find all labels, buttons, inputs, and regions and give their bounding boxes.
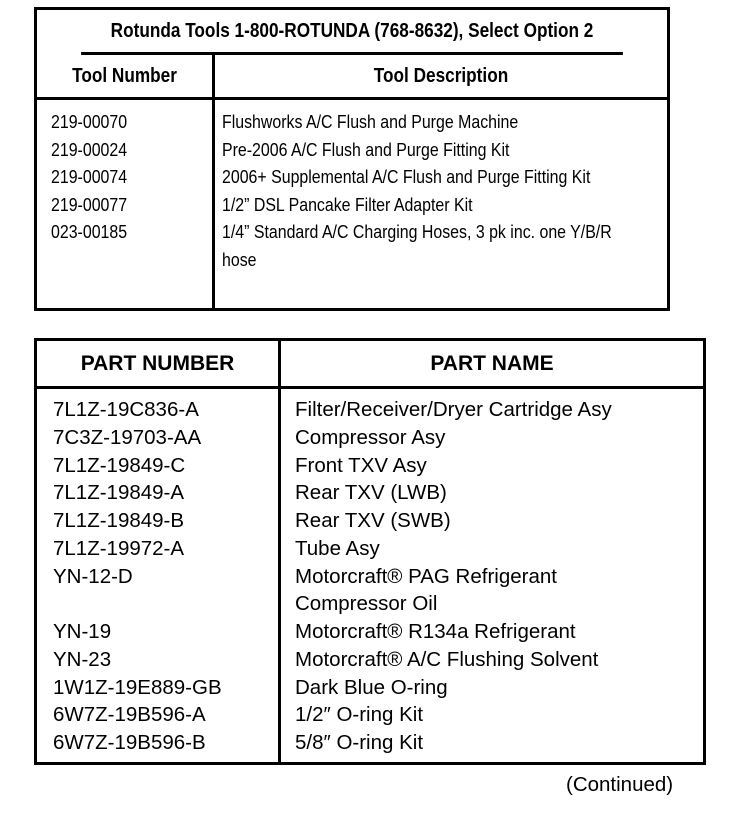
table-row: [37, 479, 703, 507]
part-name: 1/2″ O-ring Kit: [295, 703, 424, 727]
part-name: Filter/Receiver/Dryer Cartridge Asy: [295, 398, 612, 421]
part-number: 6W7Z-19B596-B: [53, 731, 206, 754]
continued-label: (Continued): [566, 773, 674, 796]
tool-description: 1/2” DSL Pancake Filter Adapter Kit: [222, 193, 473, 215]
tool-description: 1/4” Standard A/C Charging Hoses, 3 pk inc. one Y/B/R hose: [222, 221, 612, 270]
table-row: [37, 590, 703, 618]
tool-number: 219-00074: [51, 166, 128, 188]
tool-description-header: Tool Description: [373, 65, 509, 87]
tool-number: 219-00070: [51, 111, 128, 132]
tool-description: Flushworks A/C Flush and Purge Machine: [222, 111, 519, 132]
part-number: 7L1Z-19972-A: [53, 536, 185, 560]
part-number: 7L1Z-19849-C: [53, 453, 186, 477]
part-number: 7L1Z-19C836-A: [53, 398, 199, 421]
table-row: [37, 191, 667, 219]
tool-number: 023-00185: [51, 221, 128, 243]
part-name: 5/8″ O-ring Kit: [295, 731, 424, 754]
table-row: [37, 136, 667, 164]
rotunda-tools-table: [34, 7, 670, 311]
part-name: Compressor Asy: [295, 425, 446, 449]
part-number: 1W1Z-19E889-GB: [53, 675, 222, 699]
tool-description: Pre-2006 A/C Flush and Purge Fitting Kit: [222, 138, 510, 160]
part-name: Front TXV Asy: [295, 453, 427, 477]
table-row: [37, 674, 703, 702]
parts-table-body: [37, 396, 703, 757]
tools-table-title: Rotunda Tools 1-800-ROTUNDA (768-8632), Select Option 2: [81, 10, 623, 55]
table-row: [37, 729, 703, 757]
table-row: [37, 452, 703, 480]
tools-table-header: [37, 55, 667, 100]
table-row: [37, 563, 703, 591]
table-row: [37, 535, 703, 563]
part-name: Dark Blue O-ring: [295, 675, 448, 699]
table-row: [37, 218, 667, 273]
part-number: YN-23: [53, 647, 112, 671]
part-name: Compressor Oil: [295, 592, 438, 616]
parts-table-header: [37, 341, 703, 389]
table-row: [37, 424, 703, 452]
part-number: 6W7Z-19B596-A: [53, 703, 206, 727]
tool-description: 2006+ Supplemental A/C Flush and Purge Fitting Kit: [222, 166, 591, 188]
part-name: Motorcraft® A/C Flushing Solvent: [295, 647, 599, 671]
table-row: [37, 618, 703, 646]
table-row: [37, 108, 667, 136]
part-number: 7L1Z-19849-A: [53, 481, 185, 505]
part-number: 7L1Z-19849-B: [53, 509, 185, 532]
table-row: [37, 396, 703, 424]
table-row: [37, 163, 667, 191]
part-name-header: PART NAME: [430, 352, 554, 375]
part-number: YN-19: [53, 620, 112, 643]
tool-number: 219-00024: [51, 138, 128, 160]
part-name: Rear TXV (SWB): [295, 509, 451, 532]
tool-number-header: Tool Number: [72, 65, 177, 87]
table-row: [37, 701, 703, 729]
part-number: YN-12-D: [53, 564, 133, 588]
table-row: [37, 646, 703, 674]
part-name: Tube Asy: [295, 536, 380, 560]
part-name: Rear TXV (LWB): [295, 481, 447, 505]
part-number: 7C3Z-19703-AA: [53, 425, 202, 449]
parts-table: [34, 338, 706, 765]
part-name: Motorcraft® R134a Refrigerant: [295, 620, 576, 643]
table-row: [37, 507, 703, 535]
tools-table-body: [37, 108, 667, 274]
part-name: Motorcraft® PAG Refrigerant: [295, 564, 557, 588]
tool-number: 219-00077: [51, 193, 128, 215]
part-number-header: PART NUMBER: [80, 352, 235, 375]
